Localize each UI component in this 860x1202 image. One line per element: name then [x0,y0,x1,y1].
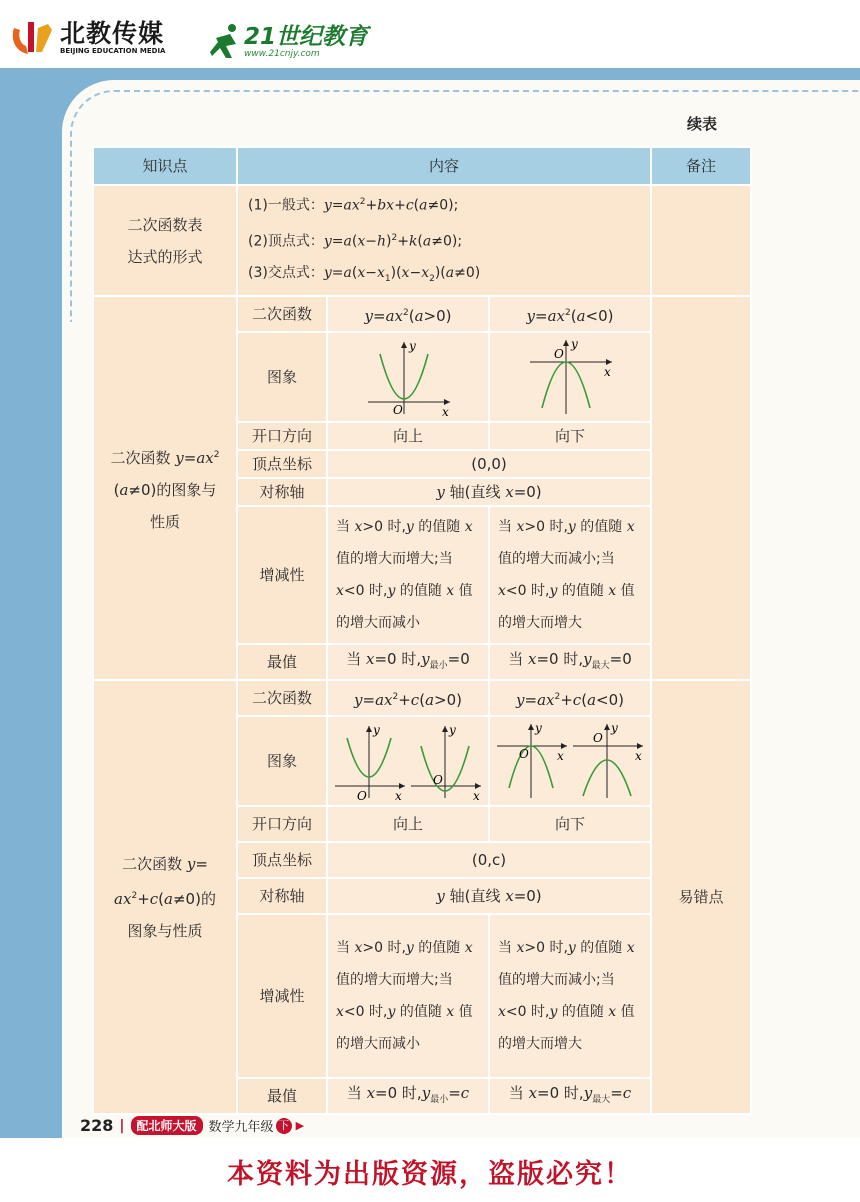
subject-label: 数学九年级 [208,1120,274,1135]
svg-text:x: x [395,789,402,803]
extreme-min-c: 当 x=0 时$,y_{最小}=c$ [327,1078,489,1114]
svg-text:O: O [393,403,403,418]
svg-text:y: y [409,339,416,354]
partner-url: www.21cnjy.com [244,49,320,59]
page-number: 228 [80,1116,114,1135]
function-a-negative: $y=ax^2(a<0)$ [489,296,651,332]
row-label-function: 二次函数 [237,680,327,716]
runner-icon [208,22,244,62]
parabola-down-graph [520,336,620,418]
partner-name: 21世纪教育 [244,24,369,50]
intercept-form: (3)交点式：$y=a(x-x_1)(x-x_2)(a\ne 0)$ [248,265,481,285]
column-header-note: 备注 [651,147,751,185]
row-label-monotonic: 增减性 [237,506,327,644]
column-header-content: 内容 [237,147,651,185]
table-row [93,296,751,332]
opening-up: 向上 [327,806,489,842]
table-row [93,680,751,716]
row-label-extreme: 最值 [237,644,327,680]
extreme-max: 当 x=0 时$,y_{最大}=0$ [489,644,651,680]
svg-text:y: y [535,721,542,736]
parabola-c-down-graph [495,720,645,802]
function-a-positive: $y=ax^2(a>0)$ [327,296,489,332]
edition-badge: 配北师大版 [131,1116,203,1135]
row-label-graph: 图象 [237,716,327,806]
vertex-value: (0,0) [327,450,651,478]
svg-text:x: x [635,749,642,764]
parabola-up-graph [358,336,458,418]
publisher-name: 北教传媒 [60,18,165,48]
opening-up: 向上 [327,422,489,450]
arrow-right-icon: ▶ [295,1119,305,1132]
row-label-monotonic: 增减性 [237,914,327,1078]
publisher-logo-icon [8,18,56,58]
table-header-row [93,147,751,185]
publisher-name-en: BEIJING EDUCATION MEDIA [60,46,166,55]
svg-text:O: O [554,347,564,362]
monotonic-c-a-positive: 当 x>0 时,y 的值随 x 值的增大而增大;当 x<0 时,y 的值随 x 值的增大而减小 [327,914,489,1078]
row-label-vertex: 顶点坐标 [237,842,327,878]
knowledge-table [92,146,752,1115]
row-label-vertex: 顶点坐标 [237,450,327,478]
monotonic-a-negative: 当 x>0 时,y 的值随 x 值的增大而减小;当 x<0 时,y 的值随 x 值的增大而增大 [489,506,651,644]
note-cell [651,296,751,680]
separator: | [119,1117,125,1134]
opening-down: 向下 [489,806,651,842]
svg-text:y: y [449,723,456,738]
page-header [0,0,860,68]
monotonic-a-positive: 当 x>0 时,y 的值随 x 值的增大而增大;当 x<0 时,y 的值随 x 值的增大而减小 [327,506,489,644]
graph-down-parabola [489,332,651,422]
extreme-min: 当 x=0 时$,y_{最小}=0$ [327,644,489,680]
svg-text:O: O [433,773,443,788]
svg-text:y: y [373,723,380,738]
continued-label: 续表 [686,115,717,133]
svg-text:O: O [357,789,367,803]
svg-text:x: x [473,789,480,803]
function-c-a-negative: $y=ax^2+c(a<0)$ [489,680,651,716]
note-error-prone: 易错点 [651,680,751,1114]
vertex-value: (0,c) [327,842,651,878]
function-c-a-positive: $y=ax^2+c(a>0)$ [327,680,489,716]
monotonic-c-a-negative: 当 x>0 时,y 的值随 x 值的增大而减小;当 x<0 时,y 的值随 x 值的增大而增大 [489,914,651,1078]
note-cell [651,185,751,296]
graph-up-parabola [327,332,489,422]
row-label-graph: 图象 [237,332,327,422]
svg-text:y: y [571,337,578,352]
axis-value: y 轴(直线 x=0) [327,478,651,506]
expression-forms-content [237,185,651,296]
page-footer-bar [80,1116,304,1135]
svg-text:O: O [519,747,529,762]
topic-y-ax2-c: 二次函数 y= $ax^2+c(a\ne 0)$的 图象与性质 [93,680,237,1114]
row-label-opening: 开口方向 [237,422,327,450]
svg-text:x: x [442,405,449,419]
column-header-topic: 知识点 [93,147,237,185]
row-label-axis: 对称轴 [237,478,327,506]
parabola-c-up-graph [333,720,483,802]
copyright-warning: 本资料为出版资源，盗版必究！ [227,1159,633,1190]
graph-c-down-parabolas [489,716,651,806]
row-label-axis: 对称轴 [237,878,327,914]
opening-down: 向下 [489,422,651,450]
table-row [93,185,751,296]
row-label-function: 二次函数 [237,296,327,332]
general-form: (1)一般式：$y=ax^2+bx+c(a\ne 0)$; [248,197,459,214]
row-label-opening: 开口方向 [237,806,327,842]
volume-badge: 下 [276,1118,292,1134]
svg-text:x: x [604,365,611,380]
publisher-logo [8,18,165,58]
row-label-extreme: 最值 [237,1078,327,1114]
svg-text:y: y [611,721,618,736]
svg-text:x: x [557,749,564,764]
axis-value: y 轴(直线 x=0) [327,878,651,914]
graph-c-up-parabolas [327,716,489,806]
svg-text:O: O [593,731,603,746]
topic-y-ax2: 二次函数 $y=ax^2$ (a≠0)的图象与 性质 [93,296,237,680]
topic-expression-forms: 二次函数表 达式的形式 [93,185,237,296]
extreme-max-c: 当 x=0 时$,y_{最大}=c$ [489,1078,651,1114]
vertex-form: (2)顶点式：$y=a(x-h)^2+k(a\ne 0)$; [248,232,463,250]
partner-logo [208,22,368,62]
